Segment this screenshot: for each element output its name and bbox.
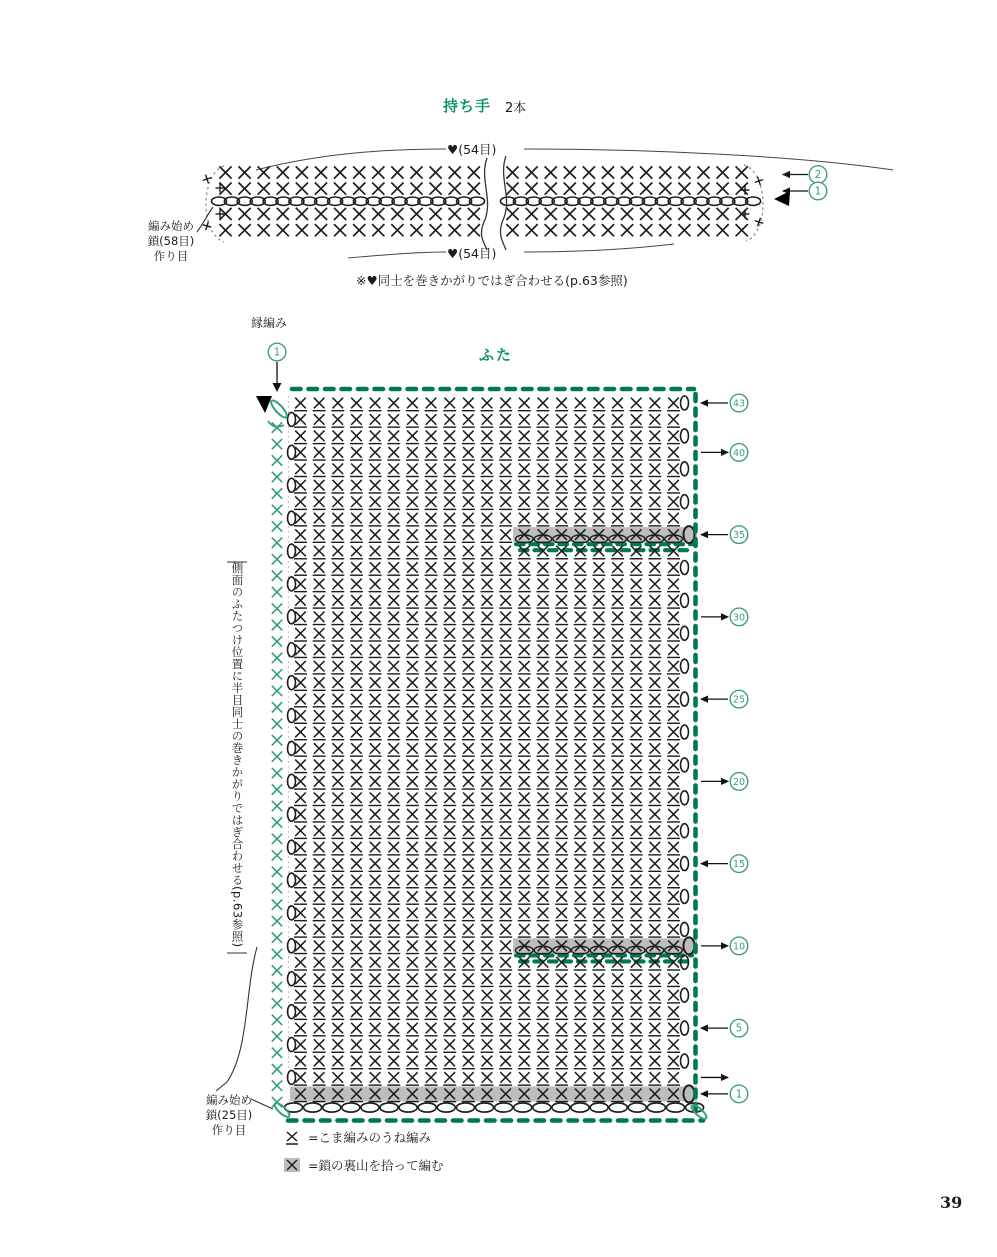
lid-start-label <box>196 1093 262 1138</box>
svg-text:10: 10 <box>732 941 746 953</box>
svg-text:2: 2 <box>814 168 822 181</box>
sc-ridge-stitch-icon <box>284 1129 301 1146</box>
handle-title: 持ち手 <box>443 97 492 115</box>
legend-text-sc-ridge: =こま編みのうね編み <box>308 1130 431 1145</box>
handle-chart <box>197 149 893 258</box>
page-number: 39 <box>940 1193 963 1212</box>
lid-start-line1: 編み始め <box>206 1093 252 1107</box>
handle-count: 2本 <box>505 101 527 116</box>
legend-item-chain-back-bump <box>284 1156 443 1174</box>
svg-text:30: 30 <box>732 612 746 624</box>
svg-text:43: 43 <box>732 398 746 410</box>
svg-text:1: 1 <box>273 346 281 359</box>
lid-side-note: 側面のふたつけ位置に半目同士の巻きかがりではぎ合わせる(p.63参照) <box>230 562 245 948</box>
svg-text:1: 1 <box>735 1088 743 1101</box>
handle-start-line1: 編み始め <box>148 219 194 233</box>
handle-heart-bottom-label: ♥(54目) <box>447 246 497 261</box>
svg-text:40: 40 <box>732 447 746 459</box>
chain-back-bump-icon <box>284 1157 301 1174</box>
handle-note: ※♥同士を巻きかがりではぎ合わせる(p.63参照) <box>356 273 628 288</box>
legend-item-sc-ridge <box>284 1128 431 1146</box>
handle-start-line3: 作り目 <box>153 248 189 263</box>
svg-text:25: 25 <box>732 694 746 706</box>
handle-start-label <box>138 219 204 264</box>
svg-text:20: 20 <box>732 776 746 788</box>
handle-start-line2: 鎖(58目) <box>147 233 195 248</box>
svg-text:35: 35 <box>732 530 746 541</box>
svg-text:1: 1 <box>814 185 822 198</box>
svg-text:5: 5 <box>735 1022 743 1035</box>
lid-start-line3: 作り目 <box>211 1122 247 1137</box>
legend-text-chain-back-bump: =鎖の裏山を拾って編む <box>308 1158 444 1173</box>
handle-heart-top-label: ♥(54目) <box>447 142 497 157</box>
lid-chart <box>216 343 748 1121</box>
lid-start-line2: 鎖(25目) <box>205 1107 253 1122</box>
lid-title: ふた <box>479 346 514 364</box>
lid-edging-label: 縁編み <box>251 316 288 330</box>
svg-text:15: 15 <box>732 859 746 870</box>
